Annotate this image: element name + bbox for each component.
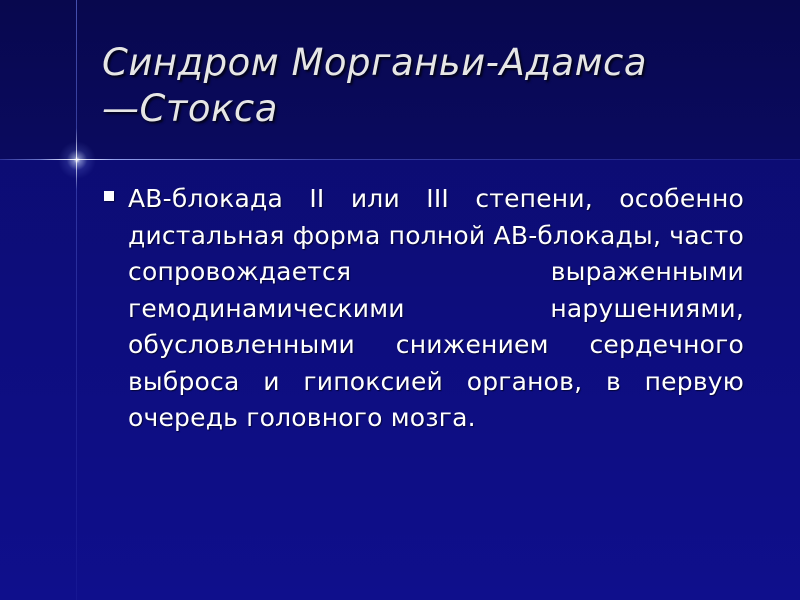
bullet-item	[104, 181, 744, 437]
slide-title	[102, 40, 762, 132]
decorative-divider-line	[0, 159, 800, 160]
square-bullet-icon	[104, 191, 114, 201]
slide-title-line-1: Синдром Морганьи-Адамса	[102, 41, 648, 84]
sparkle-glow-icon	[58, 141, 96, 179]
bullet-list	[104, 181, 744, 437]
bullet-text: АВ-блокада II или III степени, особенно дистальная форма полной АВ-блокады, часто сопровождается выраженными гемодинамическими нарушениями, обусловленными снижением сердечного выброса и гипоксией органов, в первую очередь головного мозга.	[128, 184, 744, 432]
sparkle-ray-horizontal	[40, 159, 114, 160]
slide-title-line-2: —Стокса	[102, 87, 278, 130]
decorative-vertical-line	[76, 0, 77, 600]
